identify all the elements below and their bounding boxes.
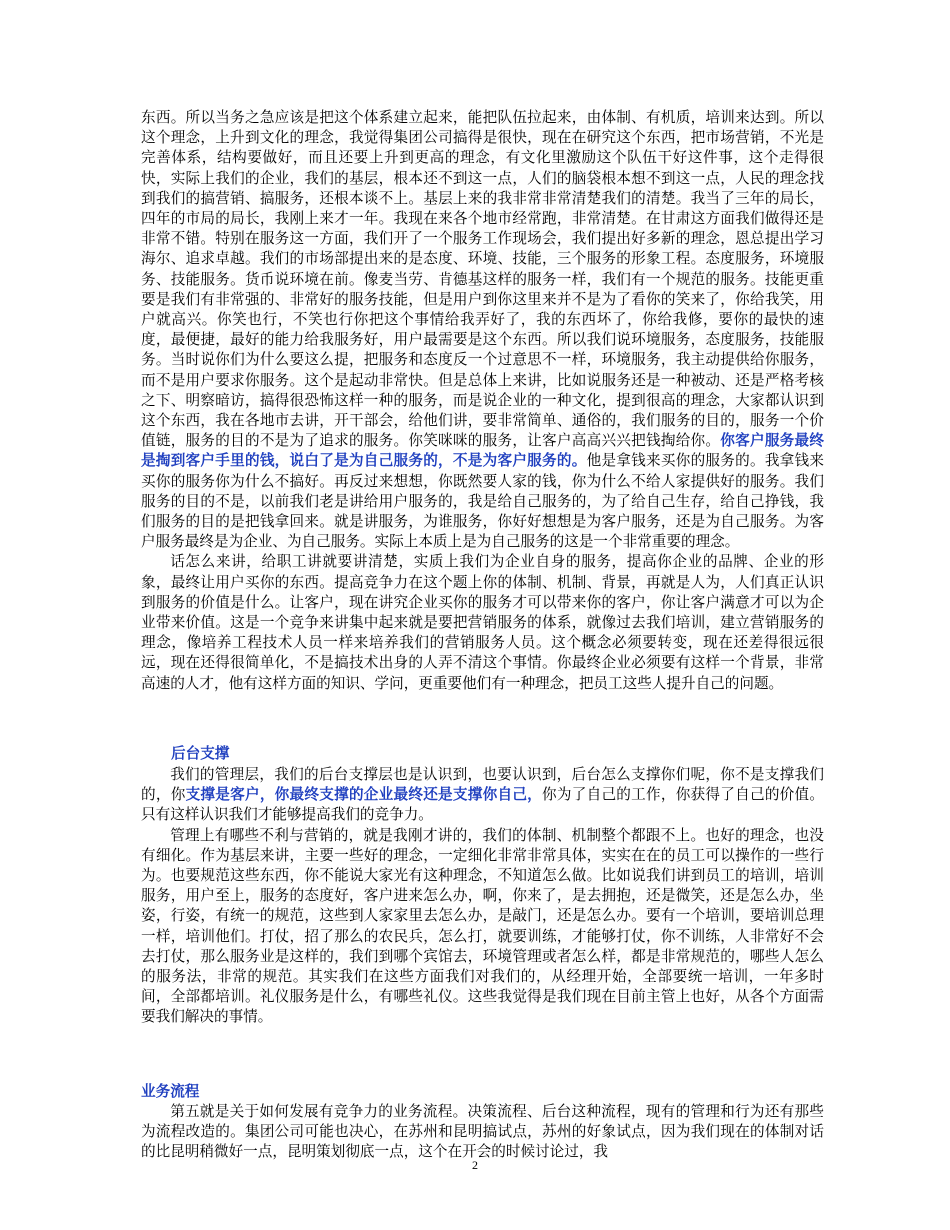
highlighted-text: 支撑是客户，你最终支撑的企业最终还是支撑你自己，	[185, 786, 543, 804]
section-3-body	[141, 1102, 824, 1163]
section-2-body	[141, 765, 824, 1028]
paragraph	[141, 765, 824, 826]
paragraph: 话怎么来讲，给职工讲就要讲清楚，实质上我们为企业自身的服务，提高你企业的品牌、企业的形象，最终让用户买你的东西。提高竞争力在这个题上你的体制、机制、背景，再就是人为，人们真正认识到服务的价值是什么。让客户，现在讲究企业买你的服务才可以带来你的客户，你让客户满意才可以为企业带来价值。这是一个竞争来讲集中起来就是要把营销服务的体系，就像过去我们培训，建立营销服务的理念，像培养工程技术人员一样来培养我们的营销服务人员。这个概念必须要转变，现在还差得很远很远，现在还得很简单化，不是搞技术出身的人弄不清这个事情。你最终企业必须要有这样一个背景，非常高速的人才，他有这样方面的知识、学问，更重要他们有一种理念，把员工这些人提升自己的问题。	[141, 553, 824, 692]
section-1-body	[141, 108, 824, 694]
body-text: 我们的管理层，我们的后台支撑层也是认识到，也要认识到，后台怎么支撑你们呢，你不是支撑我们的，你	[141, 766, 824, 804]
body-text: 你为了自己的工作，你获得了自己的价值。只有这样认识我们才能够提高我们的竞争力。	[141, 786, 824, 824]
highlighted-text: 你客户服务最终是掏到客户手里的钱，说白了是为自己服务的，不是为客户服务的。	[141, 432, 824, 470]
paragraph: 第五就是关于如何发展有竞争力的业务流程。决策流程、后台这种流程，现有的管理和行为还有那些为流程改造的。集团公司可能也决心，在苏州和昆明搞试点，苏州的好象试点，因为我们现在的体制对话的比昆明稍微好一点，昆明策划彻底一点，这个在开会的时候讨论过，我	[141, 1103, 824, 1161]
section-heading-business-process: 业务流程	[141, 1083, 200, 1100]
paragraph	[141, 108, 824, 552]
section-heading-backend-support: 后台支撑	[171, 745, 230, 762]
page-number: 2	[472, 1158, 478, 1172]
paragraph: 管理上有哪些不利与营销的，就是我刚才讲的，我们的体制、机制整个都跟不上。也好的理念，也没有细化。作为基层来讲，主要一些好的理念，一定细化非常非常具体，实实在在的员工可以操作的一些行为。也要规范这些东西，你不能说大家光有这种理念，不知道怎么做。比如说我们讲到员工的培训，培训服务，用户至上，服务的态度好，客户进来怎么办，啊，你来了，是去拥抱，还是微笑，还是怎么办，坐姿，行姿，有统一的规范，这些到人家家里去怎么办，是敲门，还是怎么办。要有一个培训，要培训总理一样，培训他们。打仗，招了那么的农民兵，怎么打，就要训练，才能够打仗，你不训练，人非常好不会去打仗，那么服务业是这样的，我们到哪个宾馆去，环境管理或者怎么样，都是非常规范的，哪些人怎么的服务法，非常的规范。其实我们在这些方面我们对我们的，从经理开始，全部要统一培训，一年多时间，全部都培训。礼仪服务是什么，有哪些礼仪。这些我觉得是我们现在目前主管上也好，从各个方面需要我们解决的事情。	[141, 826, 824, 1026]
body-text: 他是拿钱来买你的服务的。我拿钱来买你的服务你为什么不搞好。再反过来想想，你既然要人家的钱，你为什么不给人家提供好的服务。我们服务的目的不是，以前我们老是讲给用户服务的，我是给自己服务的，为了给自己生存，给自己挣钱，我们服务的目的是把钱拿回来。就是讲服务，为谁服务，你好好想想是为客户服务，还是为自己服务。为客户服务最终是为企业、为自己服务。实际上本质上是为自己服务的这是一个非常重要的理念。	[141, 452, 824, 551]
body-text: 东西。所以当务之急应该是把这个体系建立起来，能把队伍拉起来，由体制、有机质，培训来达到。所以这个理念，上升到文化的理念，我觉得集团公司搞得是很快，现在在研究这个东西，把市场营销，不光是完善体系，结构要做好，而且还要上升到更高的理念，有文化里激励这个队伍干好这件事，这个走得很快，实际上我们的企业，我们的基层，根本还不到这一点，人们的脑袋根本想不到这一点，人民的理念找到我们的搞营销、搞服务，还根本谈不上。基层上来的我非常非常清楚我们的清楚。我当了三年的局长，四年的市局的局长，我刚上来才一年。我现在来各个地市经常跑，非常清楚。在甘肃这方面我们做得还是非常不错。特别在服务这一方面，我们开了一个服务工作现场会，我们提出好多新的理念，恩总提出学习海尔、追求卓越。我们的市场部提出来的是态度、环境、技能，三个服务的形象工程。态度服务，环境服务、技能服务。货币说环境在前。像麦当劳、肯德基这样的服务一样，我们有一个规范的服务。技能更重要是我们有非常强的、非常好的服务技能，但是用户到你这里来并不是为了看你的笑来了，你给我笑，用户就高兴。你笑也行，不笑也行你把这个事情给我弄好了，我的东西坏了，你给我修，要你的最快的速度，最便捷，最好的能力给我服务好，用户最需要是这个东西。所以我们说环境服务，态度服务，技能服务。当时说你们为什么要这么提，把服务和态度反一个过意思不一样，环境服务，我主动提供给你服务，而不是用户要求你服务。这个是起动非常快。但是总体上来讲，比如说服务还是一种被动、还是严格考核之下、明察暗访，搞得很恐怖这样一种的服务，而是说企业的一种文化，提到很高的理念，大家都认识到这个东西，我在各地市去讲，开干部会，给他们讲，要非常简单、通俗的，我们服务的目的，服务一个价值链，服务的目的不是为了追求的服务。你笑咪咪的服务，让客户高高兴兴把钱掏给你。	[141, 109, 824, 450]
